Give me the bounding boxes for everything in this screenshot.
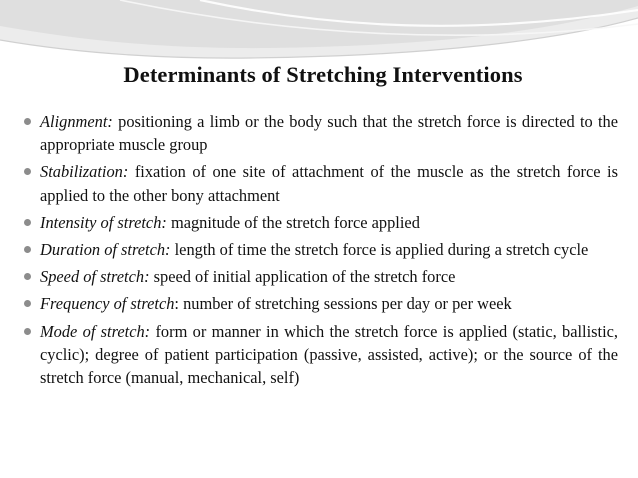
bullet-term: Stabilization:	[40, 162, 129, 182]
bullet-dot-icon	[24, 328, 31, 335]
bullet-dot-icon	[24, 273, 31, 280]
bullet-text: length of time the stretch force is applied during a stretch cycle	[170, 240, 589, 260]
bullet-term: Frequency of stretch	[40, 294, 175, 314]
bullet-item-intensity	[24, 211, 618, 234]
bullet-item-mode	[24, 320, 618, 390]
bullet-dot-icon	[24, 168, 31, 175]
bullet-dot-icon	[24, 300, 31, 307]
bullet-list	[24, 110, 618, 393]
bullet-dot-icon	[24, 219, 31, 226]
bullet-text: fixation of one site of attachment of the muscle as the stretch force is applied to the other bony attachment	[40, 162, 618, 205]
bullet-item-speed	[24, 265, 618, 288]
bullet-dot-icon	[24, 246, 31, 253]
slide-title: Determinants of Stretching Interventions	[123, 62, 523, 87]
bullet-dot-icon	[24, 118, 31, 125]
bullet-text: : number of stretching sessions per day or per week	[174, 294, 512, 314]
bullet-term: Mode of stretch:	[40, 321, 151, 341]
bullet-term: Duration of stretch:	[40, 240, 171, 260]
bullet-term: Speed of stretch:	[40, 267, 150, 287]
bullet-text: form or manner in which the stretch force is applied (static, ballistic, cyclic); degree of patient participation (passive, assisted, active); or the source of the stretch force (manual, mechanical, self)	[40, 321, 619, 388]
bullet-term: Alignment:	[40, 112, 113, 131]
bullet-term: Intensity of stretch:	[40, 212, 167, 232]
bullet-item-frequency	[24, 292, 618, 315]
bullet-text: magnitude of the stretch force applied	[166, 212, 420, 232]
bullet-item-stabilization	[24, 160, 618, 206]
bullet-item-duration	[24, 238, 618, 261]
bullet-text: speed of initial application of the stretch force	[149, 267, 456, 287]
bullet-text: positioning a limb or the body such that the stretch force is directed to the appropriate muscle group	[40, 112, 618, 155]
bullet-item-alignment	[24, 110, 618, 156]
